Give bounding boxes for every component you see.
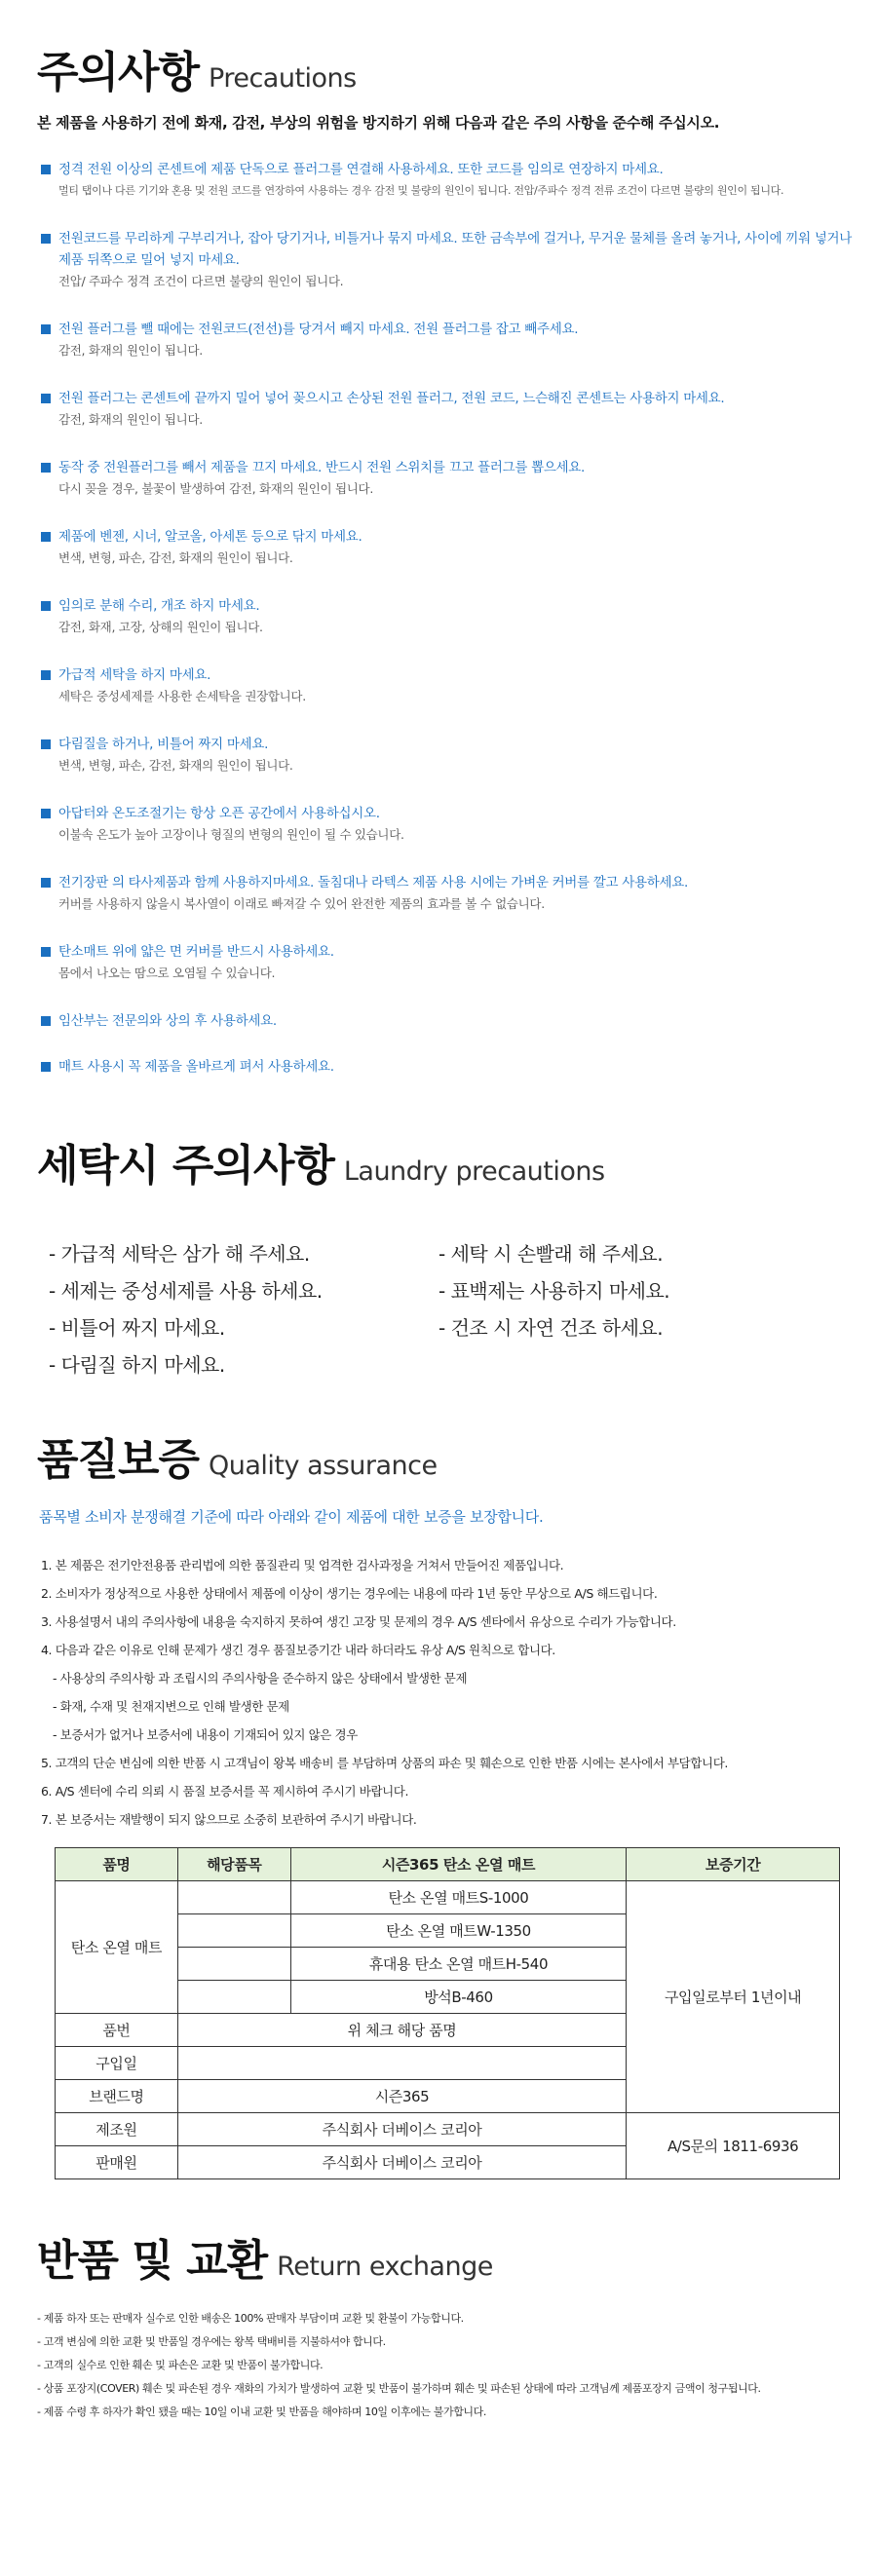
quality-term: - 보증서가 없거나 보증서에 내용이 기재되어 있지 않은 경우: [53, 1727, 358, 1742]
warranty-table: [55, 1847, 840, 2179]
precaution-detail: 다시 꽂을 경우, 불꽃이 발생하여 감전, 화재의 원인이 됩니다.: [58, 481, 374, 496]
returns-title: [37, 2225, 493, 2288]
table-header: 시즌365 탄소 온열 매트: [290, 1848, 627, 1881]
precaution-heading: 아답터와 온도조절기는 항상 오픈 공간에서 사용하십시오.: [58, 806, 380, 821]
model-cell: 휴대용 탄소 온열 매트H-540: [290, 1948, 627, 1981]
list-item: [41, 941, 859, 1010]
row-value-cell: 위 체크 해당 품명: [177, 2014, 626, 2047]
quality-term: 4. 다음과 같은 이유로 인해 문제가 생긴 경우 품질보증기간 내라 하더라도 유상 A/S 원칙으로 합니다.: [41, 1643, 555, 1657]
laundry-item: - 비틀어 짜지 마세요.: [49, 1316, 225, 1340]
precaution-detail: 멀티 탭이나 다른 기기와 혼용 및 전원 코드를 연장하여 사용하는 경우 감전 및 불량의 원인이 됩니다. 전압/주파수 정격 전류 조건이 다르면 불량의 원인이 됩니다.: [58, 184, 784, 197]
return-term: - 상품 포장지(COVER) 훼손 및 파손된 경우 재화의 가치가 발생하여 교환 및 반품이 불가하며 훼손 및 파손된 상태에 따라 고객님께 제품포장지 금액이 청구됩니다.: [37, 2382, 761, 2395]
square-bullet-icon: [41, 809, 51, 818]
precaution-heading: 전원 플러그는 콘센트에 끝까지 밀어 넣어 꽂으시고 손상된 전원 플러그, 전원 코드, 느슨해진 콘센트는 사용하지 마세요.: [58, 391, 725, 406]
checkbox-cell: [177, 1914, 290, 1948]
row-label-cell: 제조원: [56, 2113, 178, 2146]
square-bullet-icon: [41, 878, 51, 888]
model-cell: 방석B-460: [290, 1981, 627, 2014]
precaution-heading: 임산부는 전문의와 상의 후 사용하세요.: [58, 1013, 277, 1029]
laundry-title-ko: 세탁시 주의사항: [37, 1141, 334, 1191]
laundry-item: - 표백제는 사용하지 마세요.: [438, 1279, 670, 1303]
row-value-cell: 주식회사 더베이스 코리아: [177, 2113, 626, 2146]
precaution-heading: 다림질을 하거나, 비틀어 짜지 마세요.: [58, 737, 269, 752]
returns-terms: [37, 2307, 875, 2424]
square-bullet-icon: [41, 324, 51, 334]
laundry-title-en: Laundry precautions: [343, 1156, 605, 1187]
square-bullet-icon: [41, 463, 51, 473]
quality-term: - 화재, 수재 및 천재지변으로 인해 발생한 문제: [53, 1699, 289, 1714]
precautions-intro: 본 제품을 사용하기 전에 화재, 감전, 부상의 위험을 방지하기 위해 다음과 같은 주의 사항을 준수해 주십시오.: [37, 114, 720, 132]
return-term: - 고객 변심에 의한 교환 및 반품일 경우에는 왕복 택배비를 지불하셔야 합니다.: [37, 2335, 386, 2348]
table-header: 품명: [56, 1848, 178, 1881]
list-item: [41, 1056, 859, 1102]
table-row: [56, 2113, 840, 2146]
model-cell: 탄소 온열 매트S-1000: [290, 1881, 627, 1914]
precaution-detail: 몸에서 나오는 땀으로 오염될 수 있습니다.: [58, 966, 276, 980]
row-label-cell: 판매원: [56, 2146, 178, 2179]
checkbox-cell: [177, 1981, 290, 2014]
row-value-cell: [177, 2047, 626, 2080]
precaution-heading: 매트 사용시 꼭 제품을 올바르게 펴서 사용하세요.: [58, 1059, 334, 1075]
returns-title-en: Return exchange: [277, 2252, 493, 2282]
return-term: - 고객의 실수로 인한 훼손 및 파손은 교환 및 반품이 불가합니다.: [37, 2359, 324, 2371]
list-item: [41, 319, 859, 388]
square-bullet-icon: [41, 739, 51, 749]
laundry-item: - 다림질 하지 마세요.: [49, 1353, 225, 1377]
precaution-detail: 감전, 화재의 원인이 됩니다.: [58, 343, 203, 358]
quality-title-ko: 품질보증: [37, 1435, 200, 1485]
square-bullet-icon: [41, 165, 51, 174]
quality-intro: 품목별 소비자 분쟁해결 기준에 따라 아래와 같이 제품에 대한 보증을 보장합니다.: [39, 1508, 544, 1526]
laundry-item: - 건조 시 자연 건조 하세요.: [438, 1316, 664, 1340]
quality-term: 2. 소비자가 정상적으로 사용한 상태에서 제품에 이상이 생기는 경우에는 내용에 따라 1년 동안 무상으로 A/S 해드립니다.: [41, 1586, 658, 1601]
precautions-list: [41, 159, 859, 1102]
checkbox-cell: [177, 1948, 290, 1981]
model-cell: 탄소 온열 매트W-1350: [290, 1914, 627, 1948]
precaution-heading: 동작 중 전원플러그를 빼서 제품을 끄지 마세요. 반드시 전원 스위치를 끄고 플러그를 뽑으세요.: [58, 460, 586, 475]
precaution-heading: 탄소매트 위에 얇은 면 커버를 반드시 사용하세요.: [58, 944, 334, 960]
quality-terms: [41, 1551, 859, 1834]
laundry-item: - 세제는 중성세제를 사용 하세요.: [49, 1279, 323, 1303]
table-header: 해당품목: [177, 1848, 290, 1881]
list-item: [41, 159, 859, 228]
square-bullet-icon: [41, 1062, 51, 1072]
row-label-cell: 구입일: [56, 2047, 178, 2080]
quality-term: 6. A/S 센터에 수리 의뢰 시 품질 보증서를 꼭 제시하여 주시기 바랍니다.: [41, 1784, 409, 1799]
quality-title-en: Quality assurance: [209, 1451, 438, 1481]
warranty-period-cell: 구입일로부터 1년이내: [627, 1881, 840, 2113]
list-item: [41, 872, 859, 941]
quality-term: 1. 본 제품은 전기안전용품 관리법에 의한 품질관리 및 엄격한 검사과정을 거쳐서 만들어진 제품입니다.: [41, 1558, 564, 1572]
quality-title: [37, 1424, 438, 1487]
laundry-item: - 가급적 세탁은 삼가 해 주세요.: [49, 1242, 310, 1266]
square-bullet-icon: [41, 601, 51, 611]
row-value-cell: 시즌365: [177, 2080, 626, 2113]
checkbox-cell: [177, 1881, 290, 1914]
square-bullet-icon: [41, 394, 51, 403]
precaution-detail: 세탁은 중성세제를 사용한 손세탁을 권장합니다.: [58, 689, 306, 703]
precautions-title-ko: 주의사항: [37, 48, 200, 97]
list-item: [41, 803, 859, 872]
precaution-detail: 변색, 변형, 파손, 감전, 화재의 원인이 됩니다.: [58, 550, 293, 565]
precaution-heading: 정격 전원 이상의 콘센트에 제품 단독으로 플러그를 연결해 사용하세요. 또한 코드를 임의로 연장하지 마세요.: [58, 162, 664, 177]
list-item: [41, 664, 859, 734]
quality-term: 7. 본 보증서는 재발행이 되지 않으므로 소중히 보관하여 주시기 바랍니다.: [41, 1812, 417, 1827]
quality-term: - 사용상의 주의사항 과 조립시의 주의사항을 준수하지 않은 상태에서 발생한 문제: [53, 1671, 468, 1686]
laundry-list: [49, 1237, 828, 1382]
list-item: [41, 457, 859, 526]
returns-title-ko: 반품 및 교환: [37, 2236, 268, 2286]
square-bullet-icon: [41, 1016, 51, 1026]
square-bullet-icon: [41, 947, 51, 957]
quality-term: 3. 사용설명서 내의 주의사항에 내용을 숙지하지 못하여 생긴 고장 및 문제의 경우 A/S 센타에서 유상으로 수리가 가능합니다.: [41, 1614, 676, 1629]
list-item: [41, 595, 859, 664]
product-name-cell: 탄소 온열 매트: [56, 1881, 178, 2014]
precaution-detail: 커버를 사용하지 않을시 복사열이 이래로 빠져갈 수 있어 완전한 제품의 효과를 볼 수 없습니다.: [58, 896, 545, 911]
precaution-heading: 전원코드를 무리하게 구부리거나, 잡아 당기거나, 비틀거나 묶지 마세요. 또한 금속부에 걸거나, 무거운 물체를 올려 놓거나, 사이에 끼워 넣거나 제품 뒤쪽으로 밀어 넣지 마세요.: [58, 231, 853, 268]
precaution-heading: 전원 플러그를 뺄 때에는 전원코드(전선)를 당겨서 빼지 마세요. 전원 플러그를 잡고 빼주세요.: [58, 322, 579, 337]
row-value-cell: 주식회사 더베이스 코리아: [177, 2146, 626, 2179]
return-term: - 제품 하자 또는 판매자 실수로 인한 배송은 100% 판매자 부담이며 교환 및 환불이 가능합니다.: [37, 2312, 464, 2325]
precaution-detail: 전압/ 주파수 정격 조건이 다르면 불량의 원인이 됩니다.: [58, 274, 344, 288]
precaution-detail: 감전, 화재의 원인이 됩니다.: [58, 412, 203, 427]
list-item: [41, 228, 859, 319]
list-item: [41, 734, 859, 803]
list-item: [41, 388, 859, 457]
precaution-heading: 제품에 벤젠, 시너, 알코올, 아세톤 등으로 닦지 마세요.: [58, 529, 362, 545]
square-bullet-icon: [41, 532, 51, 542]
list-item: [41, 526, 859, 595]
table-header-row: [56, 1848, 840, 1881]
quality-term: 5. 고객의 단순 변심에 의한 반품 시 고객님이 왕복 배송비 를 부담하며 상품의 파손 및 훼손으로 인한 반품 시에는 본사에서 부담합니다.: [41, 1756, 728, 1770]
precautions-title: [37, 37, 357, 99]
laundry-title: [37, 1130, 605, 1193]
table-header: 보증기간: [627, 1848, 840, 1881]
precaution-detail: 이불속 온도가 높아 고장이나 형질의 변형의 원인이 될 수 있습니다.: [58, 827, 404, 842]
precaution-detail: 변색, 변형, 파손, 감전, 화재의 원인이 됩니다.: [58, 758, 293, 773]
precaution-heading: 가급적 세탁을 하지 마세요.: [58, 667, 211, 683]
return-term: - 제품 수령 후 하자가 확인 됐을 때는 10일 이내 교환 및 반품을 해야하며 10일 이후에는 불가합니다.: [37, 2406, 486, 2418]
row-label-cell: 브랜드명: [56, 2080, 178, 2113]
row-label-cell: 품번: [56, 2014, 178, 2047]
precaution-heading: 전기장판 의 타사제품과 함께 사용하지마세요. 돌침대나 라텍스 제품 사용 시에는 가벼운 커버를 깔고 사용하세요.: [58, 875, 688, 890]
as-contact-cell: A/S문의 1811-6936: [627, 2113, 840, 2179]
laundry-item: - 세탁 시 손빨래 해 주세요.: [438, 1242, 664, 1266]
precaution-heading: 임의로 분해 수리, 개조 하지 마세요.: [58, 598, 260, 614]
precaution-detail: 감전, 화재, 고장, 상해의 원인이 됩니다.: [58, 620, 263, 634]
table-row: [56, 1881, 840, 1914]
list-item: [41, 1010, 859, 1056]
square-bullet-icon: [41, 670, 51, 680]
square-bullet-icon: [41, 234, 51, 244]
precautions-title-en: Precautions: [209, 63, 357, 94]
